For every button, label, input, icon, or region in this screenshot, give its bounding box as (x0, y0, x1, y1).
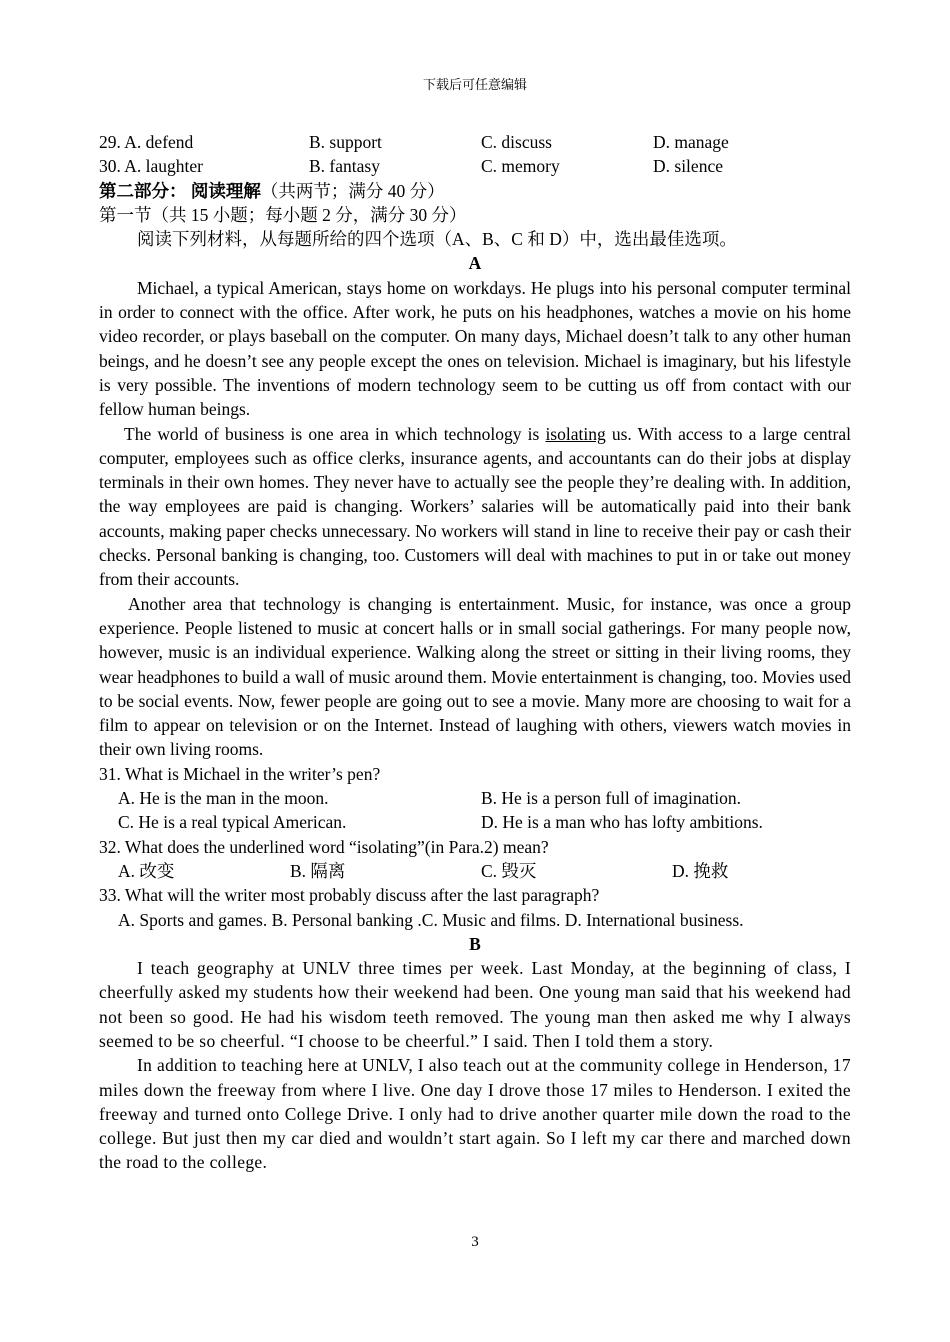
question-30 (99, 154, 851, 178)
page-header: 下载后可任意编辑 (422, 77, 527, 92)
part-two-score: （共两节；满分 40 分） (260, 180, 445, 201)
part-two-heading (99, 179, 851, 203)
passage-a-paragraph-3: Another area that technology is changing is entertainment. Music, for instance, was once a group experience. People listened to music at concert halls or in small social gatherings. For many people now, however, music is an individual experience. Walking along the street or sitting in their living rooms, they wear headphones to build a wall of music around them. Movie entertainment is changing, too. Movies used to be social events. Now, fewer people are going out to see a movie. Many more are choosing to wait for a film to appear on television or on the Internet. Instead of laughing with others, viewers watch movies in their own living rooms. (99, 593, 851, 760)
question-32-options (99, 859, 851, 883)
question-33-stem: 33. What will the writer most probably discuss after the last paragraph? (99, 885, 600, 906)
para2-text-end: us. With access to a large central computer, employees such as office clerks, insurance agents, and accountants can do their jobs at display terminals in their own homes. They never have to actually see the people they’re dealing with. In addition, the way employees are paid is changing. Workers’ salaries will be automatically paid into their bank accounts, making paper checks unnecessary. No workers will stand in line to receive their pay or cash their checks. Personal banking is changing, too. Customers will deal with machines to put in or take out money from their accounts. (99, 423, 851, 590)
underlined-word: isolating (545, 423, 606, 444)
q31-option-d: D. He is a man who has lofty ambitions. (481, 812, 763, 833)
q32-option-c: C. 毁灭 (481, 860, 537, 881)
question-32-stem: 32. What does the underlined word “isolating”(in Para.2) mean? (99, 836, 549, 857)
question-33-options: A. Sports and games. B. Personal banking .C. Music and films. D. International business. (118, 909, 744, 930)
q30-option-b: B. fantasy (309, 156, 380, 177)
q29-option-a: 29. A. defend (99, 132, 194, 152)
q29-option-d: D. manage (653, 132, 729, 152)
q29-option-b: B. support (309, 132, 382, 152)
part-two-title: 第二部分： 阅读理解 (99, 180, 261, 201)
q31-option-a: A. He is the man in the moon. (118, 788, 329, 809)
passage-b-paragraph-2: In addition to teaching here at UNLV, I also teach out at the community college in Henderson, 17 miles down the freeway from where I live. One day I drove those 17 miles to Henderson. I exited the freeway and turned onto College Drive. I only had to drive another quarter mile down the road to the college. But just then my car died and wouldn’t start again. So I left my car there and marched down the road to the college. (99, 1055, 851, 1173)
document-body (99, 130, 851, 1175)
q31-option-c: C. He is a real typical American. (118, 812, 347, 833)
page-number: 3 (471, 1234, 479, 1250)
passage-a-paragraph-2 (99, 422, 851, 592)
passage-b-heading: B (469, 933, 481, 954)
passage-a-paragraph-1: Michael, a typical American, stays home on workdays. He plugs into his personal computer terminal in order to connect with the office. After work, he puts on his headphones, watches a movie on his home video recorder, or plays baseball on the computer. On many days, Michael doesn’t talk to any other human beings, and he doesn’t see any people except the ones on television. Michael is imaginary, but his lifestyle is very possible. The inventions of modern technology seem to be cutting us off from contact with our fellow human beings. (99, 277, 851, 420)
q30-option-a: 30. A. laughter (99, 156, 204, 177)
question-31-stem: 31. What is Michael in the writer’s pen? (99, 763, 381, 784)
q31-option-b: B. He is a person full of imagination. (481, 788, 742, 809)
passage-a-heading: A (468, 253, 482, 274)
passage-b-paragraph-1: I teach geography at UNLV three times per week. Last Monday, at the beginning of class, I cheerfully asked my students how their weekend had been. One young man said that his weekend had not been so good. He had his wisdom teeth removed. The young man then asked me why I always seemed to be so cheerful. “I choose to be cheerful.” I said. Then I told them a story. (99, 958, 851, 1051)
q30-option-c: C. memory (481, 156, 560, 177)
question-29 (99, 130, 851, 154)
section-one-heading: 第一节（共 15 小题；每小题 2 分，满分 30 分） (99, 204, 467, 225)
q30-option-d: D. silence (653, 156, 723, 177)
q32-option-b: B. 隔离 (290, 860, 346, 881)
question-31-options-ab (99, 786, 851, 810)
para2-text-start: The world of business is one area in which technology is (124, 423, 546, 444)
instruction-text: 阅读下列材料，从每题所给的四个选项（A、B、C 和 D）中，选出最佳选项。 (137, 229, 737, 250)
q32-option-d: D. 挽救 (672, 860, 729, 881)
q32-option-a: A. 改变 (118, 860, 175, 881)
q29-option-c: C. discuss (481, 132, 552, 152)
question-31-options-cd (99, 810, 851, 834)
